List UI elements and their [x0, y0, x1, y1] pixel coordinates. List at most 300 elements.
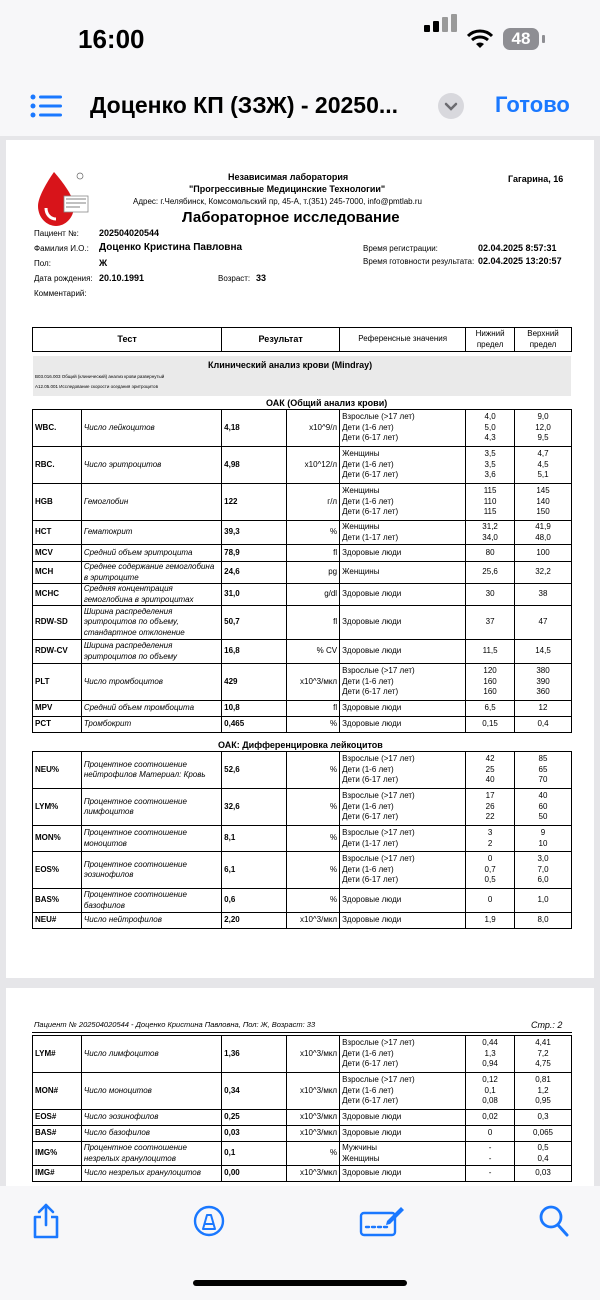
lab-address: Адрес: г.Челябинск, Комсомольский пр, 45-А, т.(351) 245-7000, info@pmtlab.ru [133, 197, 422, 206]
test-name: Процентное соотношение базофилов [81, 889, 221, 913]
test-code: NEU# [33, 913, 82, 929]
ref-group-line: Женщины [342, 1153, 380, 1163]
ref-group [340, 606, 466, 640]
ref-high-line: 4,7 [537, 449, 549, 459]
ref-low [466, 701, 515, 717]
registration-time: 02.04.2025 8:57:31 [478, 243, 557, 253]
test-value: 429 [222, 664, 287, 701]
test-value: 10,8 [222, 701, 287, 717]
ref-group [340, 717, 466, 733]
test-code: RBC. [33, 447, 82, 484]
table-row [33, 852, 572, 889]
ref-low-line: 17 [485, 791, 495, 801]
table-row [33, 545, 572, 562]
ref-low-line: 0,7 [484, 864, 496, 874]
ref-low-line: 0,15 [482, 719, 498, 729]
section-banner [33, 356, 571, 396]
ref-low-line: 120 [483, 666, 497, 676]
ref-group-line: Здоровые люди [342, 1128, 402, 1138]
ref-low-line: 11,5 [482, 646, 498, 656]
test-value: 52,6 [222, 752, 287, 789]
ref-high [515, 913, 572, 929]
ref-high-line: 38 [538, 589, 548, 599]
ref-high [515, 1036, 572, 1073]
test-code: MCV [33, 545, 82, 562]
test-name: Число тромбоцитов [81, 664, 221, 701]
test-unit: % CV [287, 640, 340, 664]
ref-high-line: 150 [536, 507, 550, 517]
test-unit: % [287, 852, 340, 889]
ref-group-line: Здоровые люди [342, 719, 402, 729]
ref-low-line: 0,94 [482, 1059, 498, 1069]
table-row [33, 1110, 572, 1126]
ref-low [466, 640, 515, 664]
test-value: 39,3 [222, 521, 287, 545]
ref-low [466, 1166, 515, 1182]
patient-id-label: Пациент №: [34, 229, 79, 238]
test-name: Число нейтрофилов [81, 913, 221, 929]
ref-group-line: Дети (6-17 лет) [342, 687, 399, 697]
test-value: 0,1 [222, 1142, 287, 1166]
ref-high [515, 826, 572, 852]
ref-high-line: 145 [536, 486, 550, 496]
test-value: 50,7 [222, 606, 287, 640]
ref-group [340, 1126, 466, 1142]
test-code: MON# [33, 1073, 82, 1110]
test-unit: % [287, 826, 340, 852]
results-table-page2 [32, 1035, 572, 1182]
ref-high [515, 1142, 572, 1166]
ref-group-line: Здоровые люди [342, 1112, 402, 1122]
header-ref: Референсные значения [340, 328, 466, 352]
ref-group-line: Дети (1-6 лет) [342, 1085, 394, 1095]
ref-low [466, 852, 515, 889]
results-table-header [32, 327, 572, 352]
ref-high-line: 7,0 [537, 864, 549, 874]
ref-high-line: 0,3 [537, 1112, 549, 1122]
test-code: BAS% [33, 889, 82, 913]
ref-low [466, 521, 515, 545]
table-row [33, 410, 572, 447]
document-page-1 [6, 140, 594, 978]
header-low: Нижний предел [466, 328, 515, 352]
test-name: Процентное соотношение незрелых гранулоцитов [81, 1142, 221, 1166]
ref-low-line: 0,5 [484, 875, 496, 885]
test-code: MCH [33, 562, 82, 584]
test-code: MCHC [33, 584, 82, 606]
ref-high-line: 3,0 [537, 854, 549, 864]
table-row [33, 826, 572, 852]
test-name: Число лейкоцитов [81, 410, 221, 447]
ref-group [340, 1110, 466, 1126]
ref-group-line: Взрослые (>17 лет) [342, 412, 415, 422]
test-code: EOS# [33, 1110, 82, 1126]
ref-low-line: 3 [487, 828, 493, 837]
ref-low-line: 0 [487, 854, 493, 864]
test-unit: % [287, 889, 340, 913]
ref-group-line: Здоровые люди [342, 589, 402, 599]
ref-group-line: Взрослые (>17 лет) [342, 754, 415, 764]
patient-age: 33 [256, 273, 267, 283]
ref-group-line: Здоровые люди [342, 547, 402, 557]
ref-group-line: Дети (1-17 лет) [342, 532, 399, 542]
test-unit: fl [287, 701, 340, 717]
ref-group-line: Дети (1-6 лет) [342, 676, 394, 686]
ref-high-line: 48,0 [535, 532, 551, 542]
ref-group [340, 889, 466, 913]
ref-high [515, 562, 572, 584]
ref-low-line: 22 [485, 812, 495, 822]
ref-high [515, 584, 572, 606]
test-unit: % [287, 521, 340, 545]
test-value: 78,9 [222, 545, 287, 562]
test-unit: x10^3/мкл [287, 1110, 340, 1126]
test-value: 0,465 [222, 717, 287, 733]
ref-high-line: 8,0 [537, 915, 549, 925]
chevron-down-icon[interactable] [438, 93, 464, 119]
ref-group [340, 789, 466, 826]
test-value: 32,6 [222, 789, 287, 826]
ref-group [340, 1166, 466, 1182]
ref-low-line: 34,0 [482, 532, 498, 542]
ref-low-line: 160 [483, 687, 497, 697]
document-page-2 [6, 988, 594, 1186]
ref-low-line: 3,5 [484, 459, 496, 469]
ref-high-line: 380 [536, 666, 550, 676]
battery-icon: 48 [503, 28, 539, 50]
ref-low [466, 410, 515, 447]
test-name: Число лимфоцитов [81, 1036, 221, 1073]
test-name: Средняя концентрация гемоглобина в эритроцитах [81, 584, 221, 606]
status-time: 16:00 [78, 24, 145, 54]
ref-high-line: 1,0 [537, 895, 549, 905]
ref-group [340, 584, 466, 606]
test-name: Процентное соотношение эозинофилов [81, 852, 221, 889]
test-value: 4,98 [222, 447, 287, 484]
search-icon[interactable] [538, 1204, 570, 1238]
ref-low [466, 826, 515, 852]
test-value: 8,1 [222, 826, 287, 852]
ref-high-line: 60 [538, 801, 548, 811]
header-test: Тест [33, 328, 222, 352]
test-name: Гемоглобин [81, 484, 221, 521]
ref-group-line: Дети (1-6 лет) [342, 496, 394, 506]
ref-high-line: 4,75 [535, 1059, 551, 1069]
ref-low [466, 1073, 515, 1110]
ref-high-line: 40 [538, 791, 548, 801]
test-name: Число незрелых гранулоцитов [81, 1166, 221, 1182]
ref-high-line: 4,41 [535, 1038, 551, 1048]
ref-group-line: Взрослые (>17 лет) [342, 828, 415, 837]
ref-low-line: 4,3 [484, 433, 496, 443]
ref-low-line: 37 [485, 617, 495, 627]
test-name: Число моноцитов [81, 1073, 221, 1110]
document-title[interactable]: Доценко КП (ЗЗЖ) - 20250... [90, 92, 399, 118]
test-value: 122 [222, 484, 287, 521]
ref-high [515, 889, 572, 913]
section-diff-title: ОАК: Дифференцировка лейкоцитов [218, 740, 383, 750]
ref-high [515, 447, 572, 484]
test-code: BAS# [33, 1126, 82, 1142]
ref-group-line: Дети (1-6 лет) [342, 459, 394, 469]
ref-low-line: 26 [485, 801, 495, 811]
test-name: Тромбокрит [81, 717, 221, 733]
ref-high-line: 7,2 [537, 1048, 549, 1058]
ref-group-line: Женщины [342, 449, 380, 459]
page2-divider [32, 1032, 572, 1033]
ref-low [466, 913, 515, 929]
test-unit: x10^3/мкл [287, 664, 340, 701]
test-name: Процентное соотношение лимфоцитов [81, 789, 221, 826]
test-unit: г/л [287, 484, 340, 521]
ref-group-line: Дети (1-6 лет) [342, 422, 394, 432]
test-code: LYM% [33, 789, 82, 826]
header-high: Верхний предел [515, 328, 572, 352]
ref-low-line: 30 [485, 589, 495, 599]
ref-high-line: 0,03 [535, 1168, 551, 1178]
lab-branch: Гагарина, 16 [508, 174, 564, 184]
ref-group [340, 1036, 466, 1073]
ref-group-line: Взрослые (>17 лет) [342, 791, 415, 801]
test-value: 0,34 [222, 1073, 287, 1110]
test-unit: x10^3/мкл [287, 1166, 340, 1182]
test-value: 0,03 [222, 1126, 287, 1142]
status-bar [0, 0, 600, 80]
ref-low-line: 115 [483, 507, 497, 517]
ref-high-line: 85 [538, 754, 548, 764]
table-row [33, 521, 572, 545]
ref-group [340, 484, 466, 521]
ref-low-line: - [488, 1168, 492, 1178]
table-row [33, 717, 572, 733]
test-unit: fl [287, 545, 340, 562]
ref-low [466, 584, 515, 606]
ref-high-line: 12,0 [535, 422, 551, 432]
lab-name-quoted: "Прогрессивные Медицинские Технологии" [189, 184, 386, 194]
ref-high-line: 0,4 [537, 1153, 549, 1163]
list-icon[interactable] [30, 94, 62, 118]
test-name: Ширина распределения эритроцитов по объему [81, 640, 221, 664]
ref-low-line: 25 [485, 764, 495, 774]
test-code: MON% [33, 826, 82, 852]
ref-group-line: Дети (6-17 лет) [342, 470, 399, 480]
service-code-2: A12.05.001 Исследование скорости оседания эритроцитов [35, 384, 158, 389]
ref-group-line: Дети (6-17 лет) [342, 433, 399, 443]
ref-low-line: 42 [485, 754, 495, 764]
ref-high [515, 640, 572, 664]
ref-low [466, 664, 515, 701]
ref-low-line: 40 [485, 775, 495, 785]
table-row [33, 484, 572, 521]
ref-low-line: 0,12 [482, 1075, 498, 1085]
table-row [33, 1126, 572, 1142]
document-heading: Лабораторное исследование [182, 209, 400, 226]
ref-low-line: - [488, 1153, 492, 1163]
test-unit: fl [287, 606, 340, 640]
ref-high-line: 47 [538, 617, 548, 627]
ref-group [340, 852, 466, 889]
ref-group [340, 447, 466, 484]
ref-low-line: 25,6 [482, 567, 498, 577]
ref-group-line: Взрослые (>17 лет) [342, 1075, 415, 1085]
test-unit: x10^3/мкл [287, 913, 340, 929]
ref-low-line: 0 [487, 895, 493, 905]
ref-high-line: 9,0 [537, 412, 549, 422]
ref-group-line: Дети (1-6 лет) [342, 864, 394, 874]
share-icon[interactable] [31, 1203, 61, 1239]
test-unit: % [287, 1142, 340, 1166]
test-name: Число базофилов [81, 1126, 221, 1142]
ref-low [466, 1036, 515, 1073]
ref-group [340, 913, 466, 929]
ref-high [515, 852, 572, 889]
test-unit: x10^12/л [287, 447, 340, 484]
ref-high-line: 100 [536, 547, 550, 557]
ref-high-line: 390 [536, 676, 550, 686]
results-table-oak [32, 409, 572, 733]
page2-header: Пациент № 202504020544 - Доценко Кристина Павловна, Пол: Ж, Возраст: 33 [34, 1020, 316, 1029]
ref-group-line: Дети (1-17 лет) [342, 838, 399, 848]
ref-high-line: 360 [536, 687, 550, 697]
patient-sex: Ж [99, 258, 108, 268]
patient-id: 202504020544 [99, 228, 160, 238]
table-row [33, 789, 572, 826]
ref-group-line: Здоровые люди [342, 646, 402, 656]
section-oak-title: ОАК (Общий анализ крови) [266, 398, 388, 408]
ref-group-line: Здоровые люди [342, 915, 402, 925]
signature-icon[interactable] [359, 1205, 405, 1237]
test-unit: % [287, 752, 340, 789]
ref-low-line: 80 [485, 547, 495, 557]
table-row [33, 562, 572, 584]
ref-group-line: Взрослые (>17 лет) [342, 854, 415, 864]
ref-group-line: Женщины [342, 567, 380, 577]
test-value: 4,18 [222, 410, 287, 447]
done-button[interactable]: Готово [495, 92, 570, 117]
ref-group-line: Женщины [342, 522, 380, 531]
test-unit: x10^3/мкл [287, 1073, 340, 1110]
ref-low-line: 115 [483, 486, 497, 496]
test-name: Число эритроцитов [81, 447, 221, 484]
page2-number: Стр.: 2 [531, 1020, 563, 1030]
ref-high-line: 41,9 [535, 522, 551, 531]
ref-high-line: 70 [538, 775, 548, 785]
test-code: MPV [33, 701, 82, 717]
test-name: Число эозинофилов [81, 1110, 221, 1126]
test-code: EOS% [33, 852, 82, 889]
ref-high-line: 65 [538, 764, 548, 774]
ref-low-line: 6,5 [484, 703, 496, 713]
test-code: LYM# [33, 1036, 82, 1073]
test-code: RDW-CV [33, 640, 82, 664]
ref-low-line: 110 [483, 496, 497, 506]
ref-high [515, 410, 572, 447]
ref-low-line: 0 [487, 1128, 493, 1138]
test-code: IMG% [33, 1142, 82, 1166]
results-table-diff [32, 751, 572, 929]
patient-name-label: Фамилия И.О.: [34, 244, 89, 253]
markup-icon[interactable] [193, 1205, 225, 1237]
test-value: 6,1 [222, 852, 287, 889]
ref-high [515, 664, 572, 701]
ref-high-line: 50 [538, 812, 548, 822]
ref-low [466, 606, 515, 640]
ref-group [340, 562, 466, 584]
test-code: NEU% [33, 752, 82, 789]
table-row [33, 701, 572, 717]
ref-high [515, 752, 572, 789]
patient-sex-label: Пол: [34, 259, 51, 268]
ref-low [466, 752, 515, 789]
ref-group-line: Дети (6-17 лет) [342, 775, 399, 785]
ref-high [515, 1126, 572, 1142]
patient-dob-label: Дата рождения: [34, 274, 93, 283]
table-row [33, 889, 572, 913]
ref-group-line: Дети (6-17 лет) [342, 1096, 399, 1106]
ref-low-line: 4,0 [484, 412, 496, 422]
ref-low [466, 889, 515, 913]
ref-group-line: Дети (1-6 лет) [342, 801, 394, 811]
ref-low-line: - [488, 1143, 492, 1152]
ref-high-line: 32,2 [535, 567, 551, 577]
home-indicator[interactable] [193, 1280, 407, 1286]
test-code: HGB [33, 484, 82, 521]
test-code: IMG# [33, 1166, 82, 1182]
ref-low [466, 1142, 515, 1166]
ready-time: 02.04.2025 13:20:57 [478, 256, 562, 266]
test-name: Среднее содержание гемоглобина в эритроците [81, 562, 221, 584]
ref-high [515, 606, 572, 640]
table-row [33, 752, 572, 789]
ref-low [466, 545, 515, 562]
ref-high [515, 701, 572, 717]
ref-high-line: 0,95 [535, 1096, 551, 1106]
document-viewer[interactable] [0, 136, 600, 1186]
ref-low-line: 0,1 [484, 1085, 496, 1095]
ref-low [466, 1126, 515, 1142]
table-row [33, 584, 572, 606]
test-value: 0,00 [222, 1166, 287, 1182]
test-unit: x10^3/мкл [287, 1126, 340, 1142]
ref-high [515, 1110, 572, 1126]
test-code: PLT [33, 664, 82, 701]
ref-group [340, 1073, 466, 1110]
ref-group [340, 826, 466, 852]
ref-group-line: Дети (1-6 лет) [342, 1048, 394, 1058]
ref-group [340, 701, 466, 717]
ref-low-line: 0,02 [482, 1112, 498, 1122]
ref-high-line: 1,2 [537, 1085, 549, 1095]
patient-dob: 20.10.1991 [99, 273, 145, 283]
ref-group [340, 545, 466, 562]
test-value: 16,8 [222, 640, 287, 664]
ref-low [466, 717, 515, 733]
table-row [33, 1036, 572, 1073]
ref-high [515, 484, 572, 521]
ref-group [340, 752, 466, 789]
patient-name: Доценко Кристина Павловна [99, 242, 243, 253]
nav-bar [0, 80, 600, 136]
table-row [33, 606, 572, 640]
test-code: PCT [33, 717, 82, 733]
ref-low-line: 1,9 [484, 915, 496, 925]
ref-low-line: 2 [487, 838, 493, 848]
ref-group-line: Дети (6-17 лет) [342, 875, 399, 885]
test-value: 0,25 [222, 1110, 287, 1126]
service-code-1: B03.016.003 Общий (клинический) анализ крови развернутый [35, 374, 165, 379]
lab-logo-icon [32, 168, 94, 230]
test-value: 24,6 [222, 562, 287, 584]
